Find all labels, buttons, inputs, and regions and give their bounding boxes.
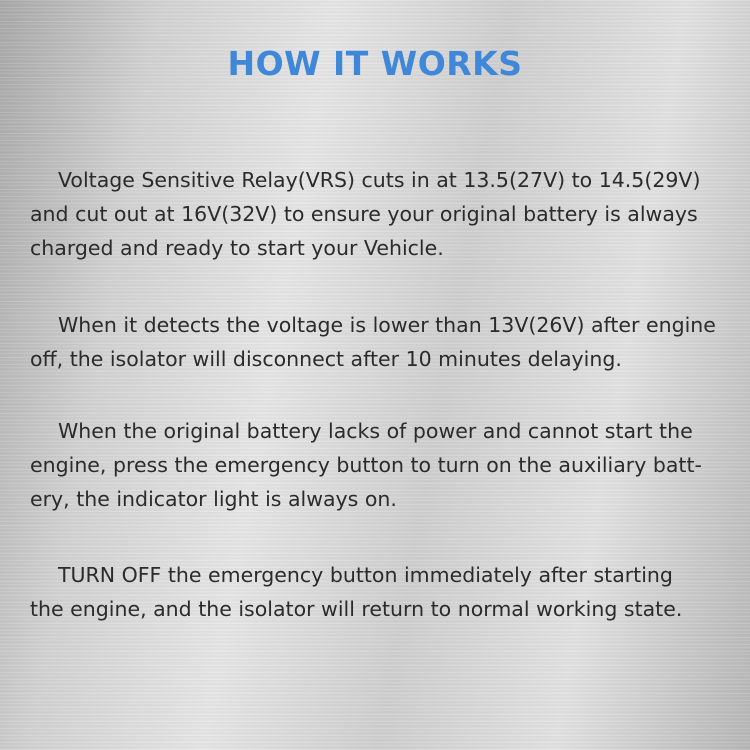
paragraph-line: When the original battery lacks of power and cannot start the	[58, 419, 693, 443]
page-title: HOW IT WORKS	[227, 44, 523, 83]
paragraph-line: the engine, and the isolator will return to normal working state.	[30, 597, 683, 621]
paragraph-line: off, the isolator will disconnect after 10 minutes delaying.	[30, 347, 622, 371]
paragraph-emergency-button	[30, 414, 720, 516]
paragraph-turn-off	[30, 558, 720, 626]
paragraph-line: and cut out at 16V(32V) to ensure your original battery is always	[30, 202, 698, 226]
paragraph-line: Voltage Sensitive Relay(VRS) cuts in at 13.5(27V) to 14.5(29V)	[58, 168, 701, 192]
paragraph-line: When it detects the voltage is lower than 13V(26V) after engine	[58, 313, 716, 337]
paragraph-disconnect-delay	[30, 308, 720, 376]
paragraph-line: engine, press the emergency button to turn on the auxiliary batt-	[30, 453, 702, 477]
paragraph-line: TURN OFF the emergency button immediately after starting	[58, 563, 673, 587]
paragraph-voltage-relay	[30, 163, 720, 265]
paragraph-line: charged and ready to start your Vehicle.	[30, 236, 444, 260]
paragraph-line: ery, the indicator light is always on.	[30, 487, 397, 511]
